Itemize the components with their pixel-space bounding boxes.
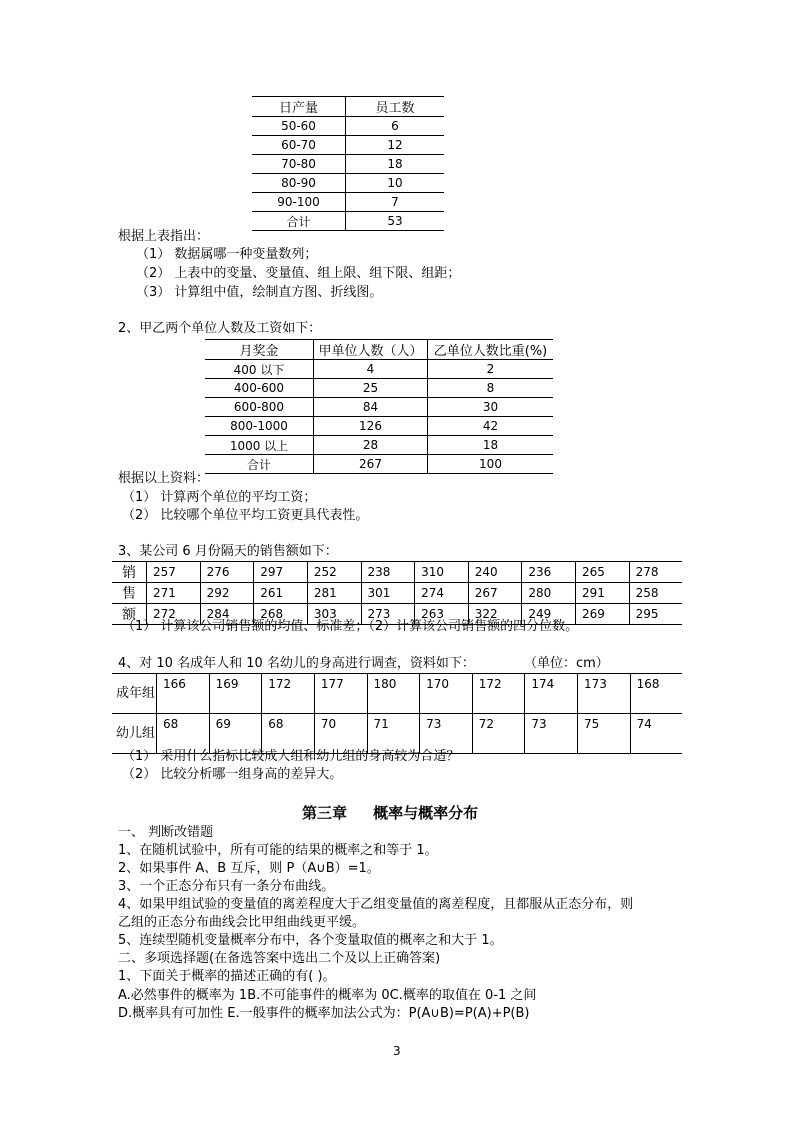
table-cell: 73 (420, 714, 473, 754)
table-cell: 280 (522, 583, 576, 604)
table-cell: 261 (254, 583, 308, 604)
q4-unit: （单位：cm） (524, 656, 609, 671)
table-cell: 12 (346, 136, 445, 155)
q1-intro: 根据上表指出： (118, 229, 210, 244)
table-cell: 172 (262, 674, 315, 714)
table-cell: 265 (576, 562, 630, 583)
table-cell: 166 (157, 674, 210, 714)
row-label: 销 (112, 562, 147, 583)
q1-item: （1） 数据属哪一种变量数列； (136, 247, 318, 262)
table-cell: 8 (428, 379, 554, 398)
header-cell: 月奖金 (205, 340, 314, 360)
question-line: 4、如果甲组试验的变量值的离差程度大于乙组变量值的离差程度，且都服从正态分布，则 (118, 897, 634, 912)
table-cell: 28 (314, 436, 428, 455)
table-cell: 75 (578, 714, 631, 754)
table-cell: 295 (629, 604, 682, 625)
table-cell: 18 (428, 436, 554, 455)
table-cell: 310 (415, 562, 469, 583)
table-cell: 126 (314, 417, 428, 436)
question-line: 乙组的正态分布曲线会比甲组曲线更平缓。 (118, 915, 366, 930)
table-cell: 173 (578, 674, 631, 714)
section-heading: 二、多项选择题(在备选答案中选出二个及以上正确答案) (118, 951, 441, 966)
table-cell: 69 (209, 714, 262, 754)
row-label: 成年组 (112, 674, 157, 714)
table-cell: 292 (200, 583, 254, 604)
row-label: 幼儿组 (112, 714, 157, 754)
table-cell: 238 (361, 562, 415, 583)
q2-item: （1） 计算两个单位的平均工资； (122, 490, 317, 505)
table-cell: 90-100 (252, 193, 346, 212)
q3-title: 3、某公司 6 月份隔天的销售额如下： (118, 544, 338, 559)
table-cell: 100 (428, 455, 554, 474)
table-cell: 322 (468, 604, 522, 625)
table-cell: 180 (367, 674, 420, 714)
table-cell: 269 (576, 604, 630, 625)
table-cell: 68 (262, 714, 315, 754)
table-cell: 169 (209, 674, 262, 714)
question-line: 3、一个正态分布只有一条分布曲线。 (118, 879, 335, 894)
q2-item: （2） 比较哪个单位平均工资更具代表性。 (122, 508, 369, 523)
table-cell: 281 (307, 583, 361, 604)
table-cell: 18 (346, 155, 445, 174)
table-cell: 274 (415, 583, 469, 604)
page-number: 3 (393, 1044, 401, 1058)
table-cell: 400 以下 (205, 360, 314, 379)
table-cell: 303 (307, 604, 361, 625)
table-cell: 7 (346, 193, 445, 212)
table-cell: 6 (346, 117, 445, 136)
q2-title: 2、甲乙两个单位人数及工资如下： (118, 321, 322, 336)
question-line: 1、下面关于概率的描述正确的有( )。 (118, 969, 336, 984)
table-cell: 84 (314, 398, 428, 417)
table-cell: 240 (468, 562, 522, 583)
table-cell: 278 (629, 562, 682, 583)
table-cell: 252 (307, 562, 361, 583)
q4-title: 4、对 10 名成年人和 10 名幼儿的身高进行调查，资料如下： (118, 656, 475, 671)
sales-table (112, 561, 682, 625)
q4-item: （1） 采用什么指标比较成人组和幼儿组的身高较为合适？ (122, 749, 460, 764)
table-cell: 80-90 (252, 174, 346, 193)
table-cell: 268 (254, 604, 308, 625)
table-cell: 10 (346, 174, 445, 193)
q1-item: （2） 上表中的变量、变量值、组上限、组下限、组距； (136, 266, 461, 281)
table-cell: 71 (367, 714, 420, 754)
table-cell: 174 (525, 674, 578, 714)
section-heading: 一、 判断改错题 (118, 825, 214, 840)
question-line: A.必然事件的概率为 1B.不可能事件的概率为 0C.概率的取值在 0-1 之间 (118, 988, 537, 1003)
table-cell: 600-800 (205, 398, 314, 417)
table-cell: 177 (314, 674, 367, 714)
table-cell: 276 (200, 562, 254, 583)
question-line: 2、如果事件 A、B 互斥，则 P（A∪B）=1。 (118, 861, 380, 876)
table-cell: 273 (361, 604, 415, 625)
output-table (252, 96, 444, 231)
height-table (112, 673, 682, 754)
table-cell: 4 (314, 360, 428, 379)
question-line: 5、连续型随机变量概率分布中，各个变量取值的概率之和大于 1。 (118, 933, 503, 948)
table-cell: 297 (254, 562, 308, 583)
table-cell: 168 (630, 674, 682, 714)
table-cell: 2 (428, 360, 554, 379)
table-cell: 42 (428, 417, 554, 436)
table-cell: 272 (147, 604, 201, 625)
table-cell: 1000 以上 (205, 436, 314, 455)
table-cell: 263 (415, 604, 469, 625)
table-cell: 68 (157, 714, 210, 754)
row-label: 售 (112, 583, 147, 604)
table-cell: 172 (472, 674, 525, 714)
table-cell: 400-600 (205, 379, 314, 398)
table-cell: 合计 (205, 455, 314, 474)
table-cell: 70 (314, 714, 367, 754)
q1-item: （3） 计算组中值，绘制直方图、折线图。 (136, 285, 383, 300)
table-cell: 72 (472, 714, 525, 754)
table-cell: 74 (630, 714, 682, 754)
table-cell: 73 (525, 714, 578, 754)
table-cell: 60-70 (252, 136, 346, 155)
chapter-title: 第三章 概率与概率分布 (302, 804, 479, 822)
table-cell: 70-80 (252, 155, 346, 174)
row-label: 额 (112, 604, 147, 625)
bonus-table (205, 339, 553, 474)
header-cell: 甲单位人数（人） (314, 340, 428, 360)
table-cell: 50-60 (252, 117, 346, 136)
table-cell: 284 (200, 604, 254, 625)
table-cell: 258 (629, 583, 682, 604)
q3-question: （1） 计算该公司销售额的均值、标准差；（2）计算该公司销售额的四分位数。 (122, 619, 579, 634)
header-cell: 员工数 (346, 97, 445, 117)
question-line: 1、在随机试验中，所有可能的结果的概率之和等于 1。 (118, 843, 438, 858)
table-cell: 271 (147, 583, 201, 604)
table-cell: 257 (147, 562, 201, 583)
table-cell: 170 (420, 674, 473, 714)
question-line: D.概率具有可加性 E.一般事件的概率加法公式为：P(A∪B)=P(A)+P(B) (118, 1006, 530, 1021)
table-cell: 301 (361, 583, 415, 604)
table-cell: 291 (576, 583, 630, 604)
header-cell: 日产量 (252, 97, 346, 117)
table-cell: 25 (314, 379, 428, 398)
table-cell: 249 (522, 604, 576, 625)
table-cell: 30 (428, 398, 554, 417)
table-cell: 267 (314, 455, 428, 474)
table-cell: 236 (522, 562, 576, 583)
table-cell: 53 (346, 212, 445, 231)
table-cell: 800-1000 (205, 417, 314, 436)
table-cell: 267 (468, 583, 522, 604)
header-cell: 乙单位人数比重(%) (428, 340, 554, 360)
q4-item: （2） 比较分析哪一组身高的差异大。 (122, 767, 343, 782)
table-cell: 合计 (252, 212, 346, 231)
q2-intro: 根据以上资料： (118, 471, 210, 486)
